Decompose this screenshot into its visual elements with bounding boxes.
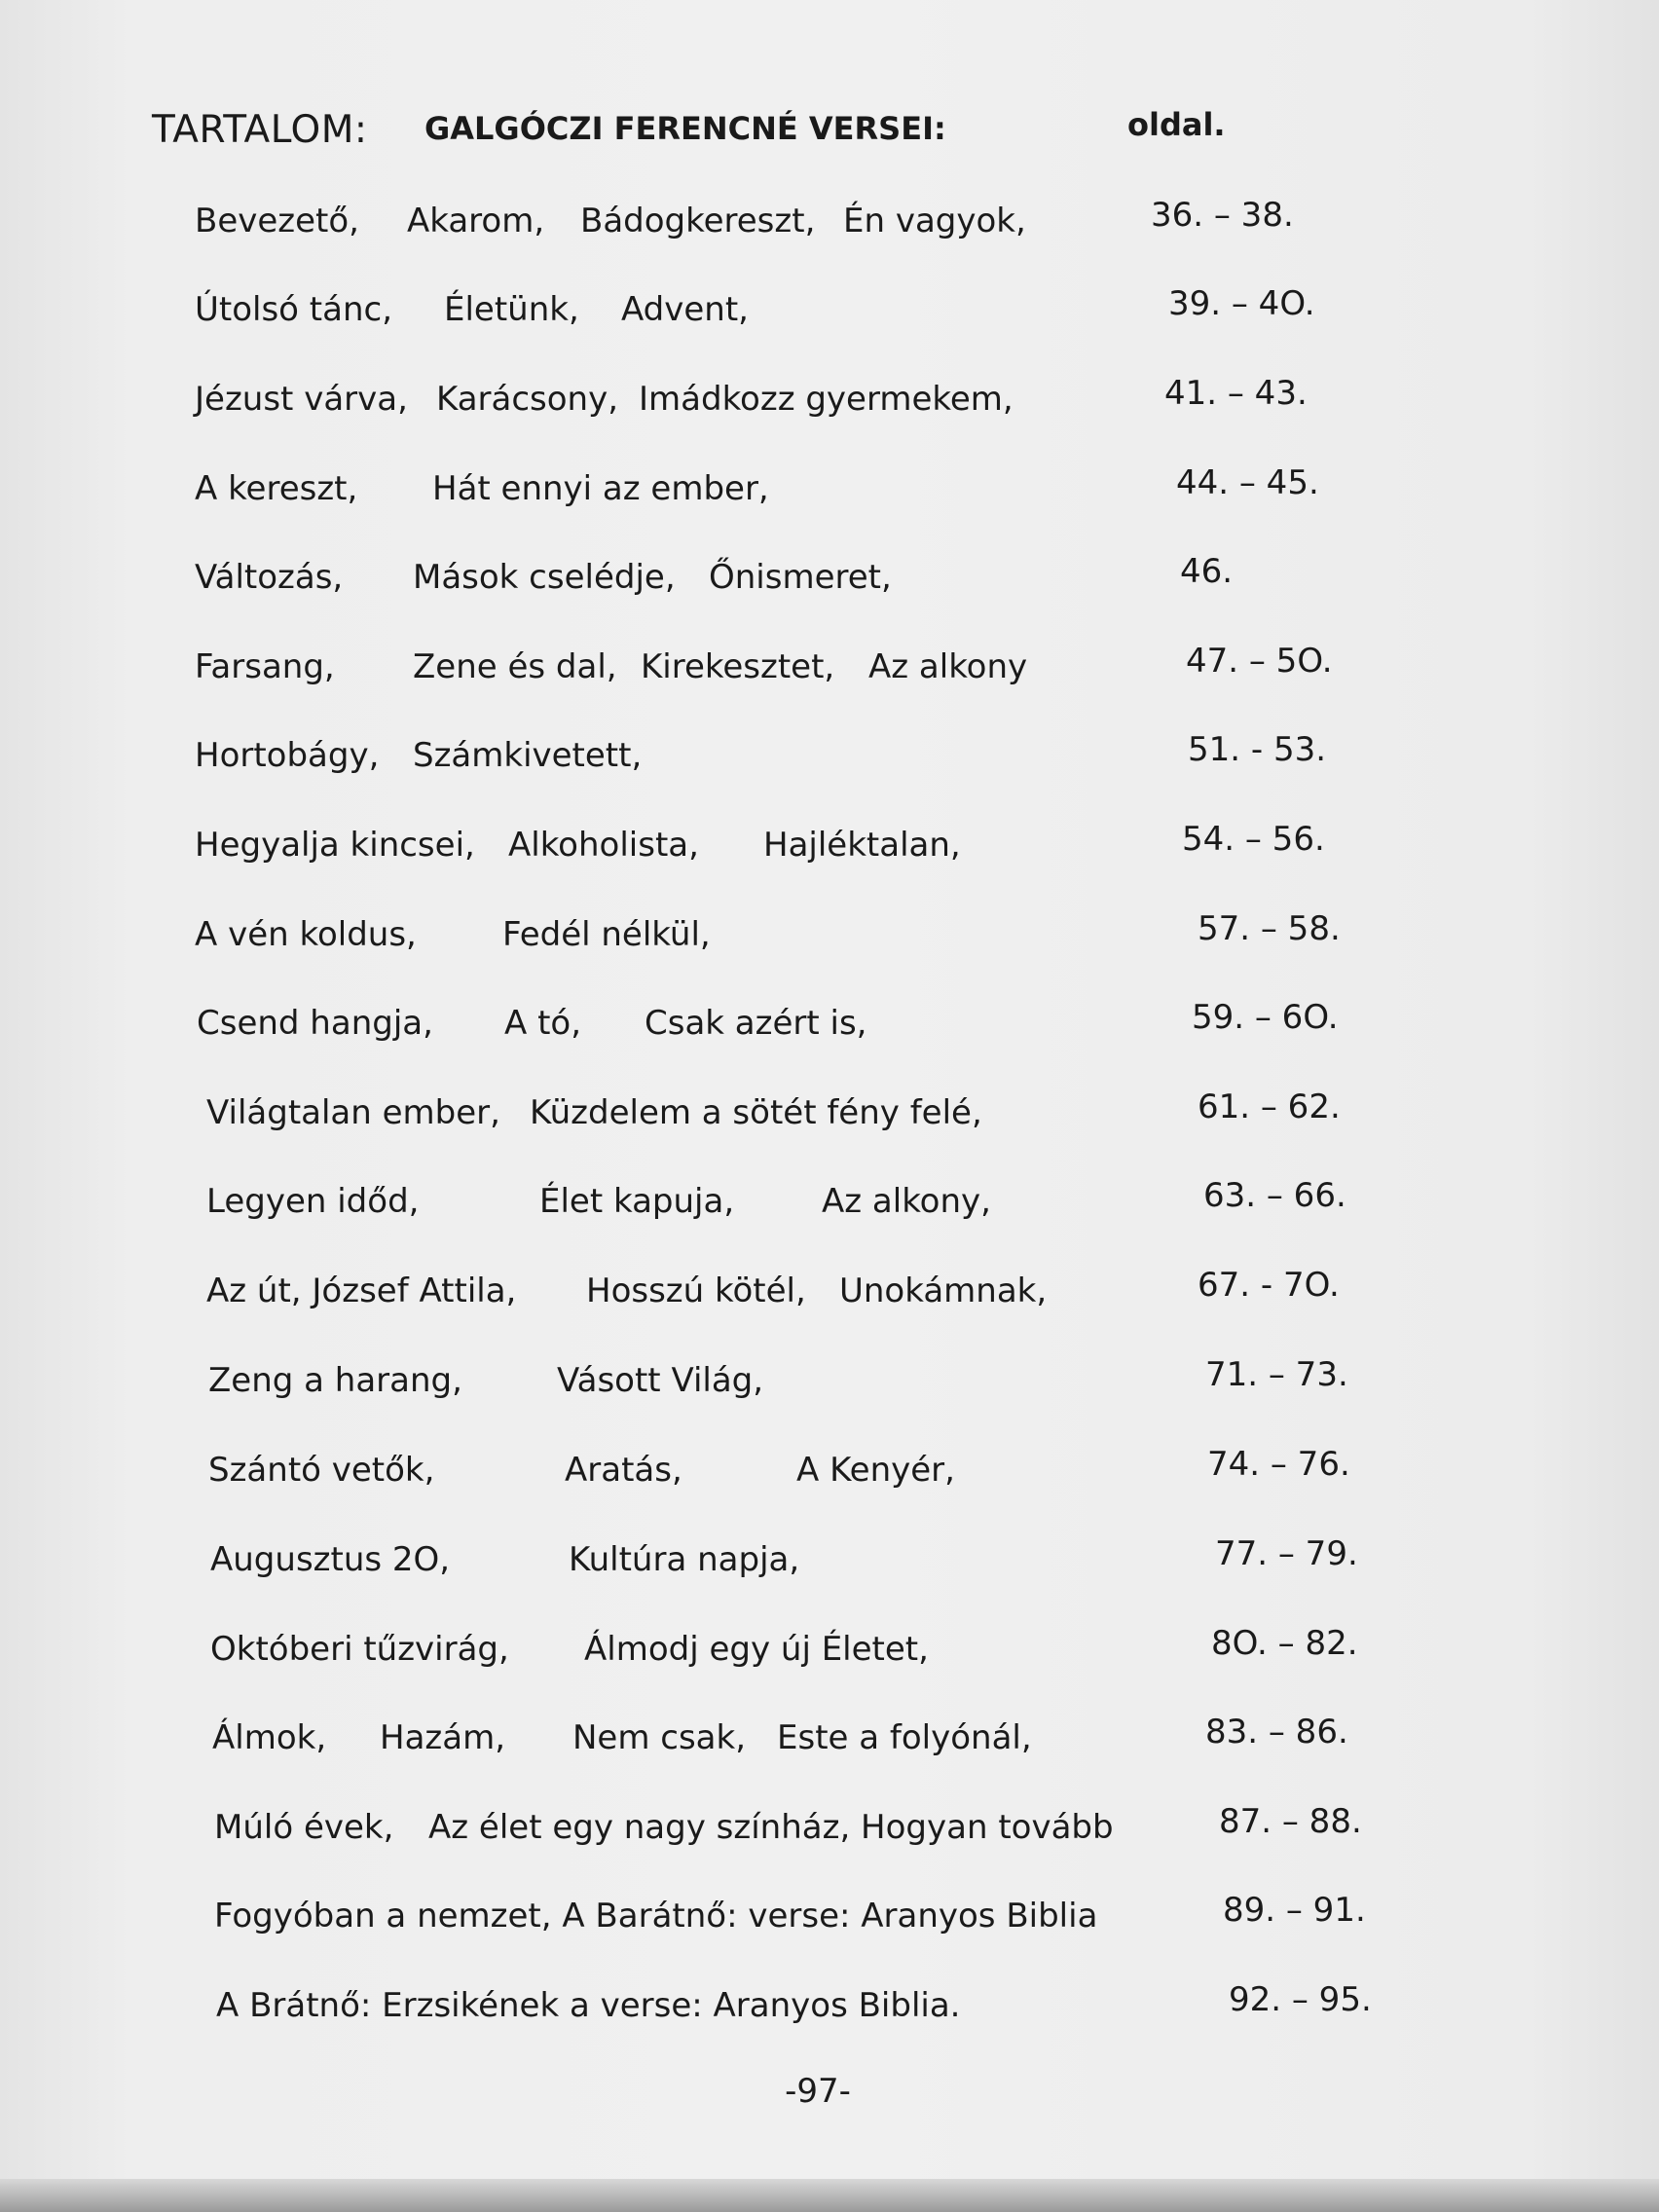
poem-title: Farsang,	[195, 647, 335, 686]
page-range: 74. – 76.	[1207, 1445, 1350, 1484]
poem-title: A tó,	[504, 1004, 582, 1043]
poem-title: Kirekesztet,	[641, 647, 835, 686]
poem-title: Hortobágy,	[195, 736, 380, 775]
toc-row	[0, 820, 1659, 884]
page-range: 54. – 56.	[1182, 820, 1325, 859]
poem-title: Változás,	[195, 558, 344, 597]
poem-title: Életünk,	[444, 290, 579, 329]
poem-title: Fogyóban a nemzet, A Barátnő: verse: Aranyos Biblia	[214, 1897, 1098, 1936]
poem-title: Hegyalja kincsei,	[195, 826, 475, 865]
poem-title: Hosszú kötél,	[586, 1272, 806, 1310]
page-range: 77. – 79.	[1215, 1534, 1358, 1573]
poem-title: Alkoholista,	[508, 826, 699, 865]
poem-title: Unokámnak,	[839, 1272, 1048, 1310]
poem-title: A vén koldus,	[195, 915, 417, 954]
toc-row	[0, 1802, 1659, 1866]
page-range: 46.	[1180, 552, 1234, 591]
page-range: 92. – 95.	[1229, 1980, 1372, 2019]
page-range: 44. – 45.	[1176, 463, 1319, 502]
poem-title: Imádkozz gyermekem,	[639, 380, 1014, 419]
poem-title: Vásott Világ,	[557, 1361, 764, 1400]
page-range: 61. – 62.	[1198, 1088, 1341, 1126]
page-number: -97-	[785, 2072, 851, 2111]
poem-title: Hajléktalan,	[763, 826, 961, 865]
page-bottom-edge	[0, 2179, 1659, 2212]
poem-title: Jézust várva,	[195, 380, 408, 419]
page-range: 59. – 6O.	[1192, 998, 1339, 1037]
toc-row	[0, 552, 1659, 616]
page-range: 51. - 53.	[1188, 730, 1327, 769]
toc-row	[0, 463, 1659, 528]
poem-title: Karácsony,	[436, 380, 619, 419]
toc-row	[0, 1534, 1659, 1599]
page-range: 8O. – 82.	[1211, 1624, 1358, 1663]
poem-title: Advent,	[621, 290, 749, 329]
poem-title: Bádogkereszt,	[580, 202, 816, 240]
toc-row	[0, 1088, 1659, 1152]
toc-row	[0, 1891, 1659, 1955]
poem-title: Csend hangja,	[197, 1004, 433, 1043]
toc-row	[0, 1266, 1659, 1330]
toc-row	[0, 909, 1659, 974]
poem-title: Álmodj egy új Életet,	[584, 1630, 929, 1669]
author-heading: GALGÓCZI FERENCNÉ VERSEI:	[424, 110, 946, 147]
poem-title: Fedél nélkül,	[502, 915, 711, 954]
poem-title: Hát ennyi az ember,	[432, 469, 769, 508]
toc-row	[0, 284, 1659, 349]
poem-title: Az alkony,	[822, 1182, 991, 1221]
poem-title: Az élet egy nagy színház, Hogyan tovább	[428, 1808, 1114, 1847]
page-range: 89. – 91.	[1223, 1891, 1366, 1930]
poem-title: Hazám,	[380, 1718, 506, 1757]
poem-title: Küzdelem a sötét fény felé,	[530, 1093, 982, 1132]
poem-title: Útolsó tánc,	[195, 290, 393, 329]
toc-row	[0, 374, 1659, 438]
toc-row	[0, 1980, 1659, 2045]
page-column-label: oldal.	[1127, 106, 1226, 143]
page-range: 39. – 4O.	[1168, 284, 1315, 323]
toc-row	[0, 1176, 1659, 1240]
poem-title: Mások cselédje,	[413, 558, 676, 597]
poem-title: Akarom,	[407, 202, 545, 240]
toc-row	[0, 1624, 1659, 1688]
poem-title: Világtalan ember,	[206, 1093, 500, 1132]
poem-title: Bevezető,	[195, 202, 359, 240]
poem-title: Augusztus 2O,	[210, 1540, 451, 1579]
poem-title: Nem csak,	[572, 1718, 747, 1757]
page-range: 63. – 66.	[1203, 1176, 1346, 1215]
toc-row	[0, 196, 1659, 260]
toc-row	[0, 642, 1659, 706]
poem-title: Álmok,	[212, 1718, 327, 1757]
poem-title: Zeng a harang,	[208, 1361, 462, 1400]
poem-title: Októberi tűzvirág,	[210, 1630, 509, 1669]
page-range: 87. – 88.	[1219, 1802, 1362, 1841]
poem-title: Az alkony	[868, 647, 1028, 686]
poem-title: Élet kapuja,	[539, 1182, 735, 1221]
poem-title: Csak azért is,	[645, 1004, 867, 1043]
toc-row	[0, 1713, 1659, 1777]
page-range: 83. – 86.	[1205, 1713, 1348, 1751]
page-range: 71. – 73.	[1205, 1355, 1348, 1394]
poem-title: Számkivetett,	[413, 736, 643, 775]
poem-title: A Brátnő: Erzsikének a verse: Aranyos Biblia.	[216, 1986, 961, 2025]
poem-title: Aratás,	[565, 1451, 682, 1490]
poem-title: Legyen időd,	[206, 1182, 420, 1221]
page-range: 41. – 43.	[1164, 374, 1308, 413]
poem-title: Szántó vetők,	[208, 1451, 435, 1490]
poem-title: Az út, József Attila,	[206, 1272, 517, 1310]
poem-title: Őnismeret,	[709, 558, 892, 597]
page-range: 57. – 58.	[1198, 909, 1341, 948]
page-range: 47. – 5O.	[1186, 642, 1333, 681]
poem-title: Múló évek,	[214, 1808, 394, 1847]
poem-title: Zene és dal,	[413, 647, 617, 686]
poem-title: A kereszt,	[195, 469, 358, 508]
poem-title: Este a folyónál,	[777, 1718, 1032, 1757]
toc-header	[0, 102, 1659, 161]
toc-row	[0, 1355, 1659, 1419]
poem-title: Kultúra napja,	[569, 1540, 800, 1579]
toc-row	[0, 730, 1659, 794]
page-range: 67. - 7O.	[1198, 1266, 1340, 1305]
poem-title: Én vagyok,	[843, 202, 1026, 240]
toc-row	[0, 1445, 1659, 1509]
page-range: 36. – 38.	[1151, 196, 1294, 235]
toc-row	[0, 998, 1659, 1062]
toc-title: TARTALOM:	[152, 108, 368, 152]
poem-title: A Kenyér,	[796, 1451, 955, 1490]
